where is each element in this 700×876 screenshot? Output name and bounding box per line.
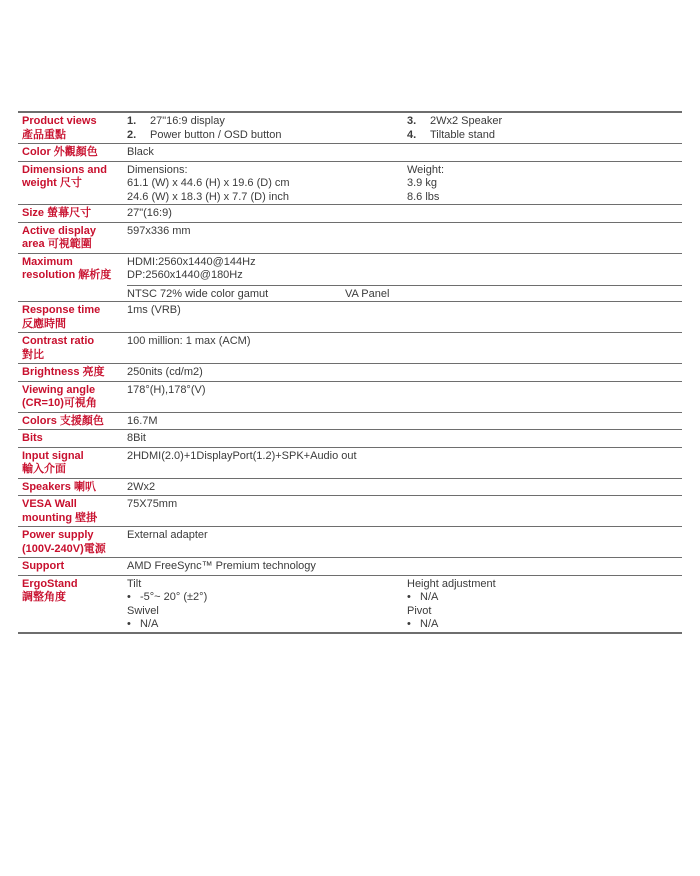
value-column	[127, 415, 682, 429]
row-label-input-signal	[18, 448, 127, 478]
spec-value-text: DP:2560x1440@180Hz	[127, 269, 243, 281]
spec-value-text: 61.1 (W) x 44.6 (H) x 19.6 (D) cm	[127, 177, 290, 189]
spec-value-text: Swivel	[127, 604, 159, 617]
item-number: 3.	[407, 115, 417, 127]
row-label-viewing-angle	[18, 382, 127, 412]
row-label-line: Power supply	[22, 529, 94, 541]
value-column	[127, 384, 682, 398]
spec-value-text: 2Wx2	[127, 480, 156, 493]
value-column	[127, 481, 682, 495]
row-value-bits	[127, 430, 682, 447]
row-label-vesa-wall-mounting	[18, 496, 127, 526]
row-label-line: Size 螢幕尺寸	[22, 207, 92, 219]
value-column	[127, 225, 682, 239]
row-value-input-signal	[127, 448, 682, 478]
row-label-line: Response time	[22, 304, 101, 316]
spec-value-text: 178°(H),178°(V)	[127, 383, 206, 396]
row-label-product-views	[18, 113, 127, 143]
value-subrow	[127, 285, 682, 302]
value-column	[127, 304, 682, 318]
numbered-item	[407, 129, 682, 143]
item-number: 1.	[127, 115, 137, 127]
row-label-line: Dimensions and	[22, 163, 107, 176]
row-label-ergostand	[18, 576, 127, 632]
bullet-item	[407, 618, 682, 632]
value-column	[127, 498, 682, 512]
row-label-line: Color 外觀顏色	[22, 146, 98, 158]
numbered-item	[127, 115, 407, 129]
spec-row-viewing-angle	[18, 382, 682, 413]
row-value-brightness	[127, 364, 682, 381]
row-label-brightness	[18, 364, 127, 381]
spec-row-speakers	[18, 479, 682, 497]
spec-value-text: HDMI:2560x1440@144Hz	[127, 255, 256, 268]
spec-row-color	[18, 144, 682, 162]
spec-value-text: 100 million: 1 max (ACM)	[127, 335, 251, 347]
subrow-left-text: NTSC 72% wide color gamut	[127, 287, 269, 300]
item-text: 2Wx2 Speaker	[430, 115, 503, 127]
row-label-line: area 可視範圍	[22, 238, 92, 250]
spec-row-size	[18, 205, 682, 223]
spec-value-text: Pivot	[407, 604, 432, 617]
row-label-line: Maximum	[22, 255, 73, 268]
spec-value-text: 250nits (cd/m2)	[127, 366, 203, 378]
row-label-line: Brightness 亮度	[22, 366, 105, 378]
row-label-line: mounting 壁掛	[22, 511, 98, 524]
row-label-line: resolution 解析度	[22, 269, 112, 281]
row-label-line: Bits	[22, 432, 43, 444]
spec-value-text: 1ms (VRB)	[127, 304, 181, 316]
row-value-product-views	[127, 113, 682, 143]
row-label-response-time	[18, 302, 127, 332]
value-column	[127, 207, 682, 221]
row-label-line: Active display	[22, 224, 96, 237]
spec-value-text: 16.7M	[127, 414, 158, 427]
value-column	[127, 366, 682, 380]
spec-row-bits	[18, 430, 682, 448]
item-text: N/A	[420, 618, 439, 630]
row-value-dimensions-and-weight	[127, 162, 682, 205]
spec-value-text: Black	[127, 146, 154, 158]
row-label-line: Contrast ratio	[22, 335, 95, 347]
spec-value-text: 2HDMI(2.0)+1DisplayPort(1.2)+SPK+Audio out	[127, 449, 357, 462]
spec-row-contrast-ratio	[18, 333, 682, 364]
row-label-line: Speakers 喇叭	[22, 480, 96, 493]
item-text: Tiltable stand	[430, 128, 496, 141]
value-column	[127, 256, 682, 283]
row-value-size	[127, 205, 682, 222]
value-column	[407, 115, 682, 142]
value-column	[127, 529, 682, 543]
value-column	[127, 432, 682, 446]
spec-value-text: 24.6 (W) x 18.3 (H) x 7.7 (D) inch	[127, 190, 289, 203]
row-label-maximum-resolution	[18, 254, 127, 302]
spec-row-product-views	[18, 113, 682, 144]
row-value-colors	[127, 413, 682, 430]
row-label-bits	[18, 430, 127, 447]
row-label-line: (CR=10)可視角	[22, 397, 97, 409]
spec-value-text: Dimensions:	[127, 163, 188, 176]
row-label-line: Support	[22, 560, 65, 572]
row-value-color	[127, 144, 682, 161]
row-value-maximum-resolution	[127, 254, 682, 302]
spec-value-text: 27"(16:9)	[127, 207, 172, 219]
item-number: 2.	[127, 128, 137, 141]
product-spec-sheet	[0, 111, 700, 634]
row-value-speakers	[127, 479, 682, 496]
spec-value-text: 8.6 lbs	[407, 190, 440, 203]
row-value-support	[127, 558, 682, 575]
spec-value-text: External adapter	[127, 529, 208, 541]
row-value-contrast-ratio	[127, 333, 682, 363]
value-column	[407, 164, 682, 205]
row-value-response-time	[127, 302, 682, 332]
bullet-icon: •	[127, 618, 131, 630]
spec-row-brightness	[18, 364, 682, 382]
spec-row-power-supply	[18, 527, 682, 558]
row-label-line: 反應時間	[22, 317, 66, 330]
bullet-icon: •	[407, 591, 411, 603]
spec-value-text: 3.9 kg	[407, 177, 437, 189]
spec-value-text: Weight:	[407, 163, 445, 176]
row-label-contrast-ratio	[18, 333, 127, 363]
value-column	[127, 335, 682, 349]
numbered-item	[127, 129, 407, 143]
row-label-speakers	[18, 479, 127, 496]
row-label-line: weight 尺寸	[22, 177, 82, 189]
row-value-power-supply	[127, 527, 682, 557]
item-text: N/A	[420, 591, 439, 603]
spec-row-maximum-resolution	[18, 254, 682, 303]
row-value-viewing-angle	[127, 382, 682, 412]
row-label-line: ErgoStand	[22, 577, 78, 590]
numbered-item	[407, 115, 682, 129]
row-value-ergostand	[127, 576, 682, 632]
bullet-icon: •	[127, 591, 131, 603]
bullet-item	[407, 591, 682, 605]
spec-value-text: 75X75mm	[127, 498, 178, 510]
row-label-line: 調整角度	[22, 591, 66, 603]
value-column	[127, 578, 407, 632]
row-label-colors	[18, 413, 127, 430]
spec-value-text: 8Bit	[127, 432, 146, 444]
value-column	[407, 578, 682, 632]
spec-value-text: Tilt	[127, 577, 142, 590]
row-label-support	[18, 558, 127, 575]
spec-value-text: 597x336 mm	[127, 224, 191, 237]
row-label-line: VESA Wall	[22, 498, 77, 510]
spec-row-vesa-wall-mounting	[18, 496, 682, 527]
value-column	[127, 450, 682, 464]
spec-row-dimensions-and-weight	[18, 162, 682, 206]
row-label-line: Product views	[22, 115, 97, 127]
row-label-line: 對比	[22, 348, 44, 361]
row-value-vesa-wall-mounting	[127, 496, 682, 526]
spec-value-text: Height adjustment	[407, 577, 496, 590]
value-column	[127, 560, 682, 574]
item-text: N/A	[140, 618, 159, 630]
spec-row-colors	[18, 413, 682, 431]
spec-value-text: AMD FreeSync™ Premium technology	[127, 560, 316, 572]
value-column	[127, 164, 407, 205]
item-text: Power button / OSD button	[150, 128, 282, 141]
spec-row-input-signal	[18, 448, 682, 479]
row-label-power-supply	[18, 527, 127, 557]
spec-row-support	[18, 558, 682, 576]
subrow-right-text: VA Panel	[345, 287, 390, 300]
row-label-line: Colors 支援顏色	[22, 414, 104, 427]
row-label-line: (100V-240V)電源	[22, 542, 106, 555]
item-number: 4.	[407, 128, 417, 141]
row-label-dimensions-and-weight	[18, 162, 127, 205]
value-column	[127, 115, 407, 142]
value-column	[127, 146, 682, 160]
bullet-icon: •	[407, 618, 411, 630]
row-value-active-display-area	[127, 223, 682, 253]
spec-table	[18, 111, 682, 634]
row-label-line: 產品重點	[22, 128, 66, 141]
bullet-item	[127, 618, 407, 632]
row-label-size	[18, 205, 127, 222]
row-label-line: Input signal	[22, 449, 84, 462]
row-label-active-display-area	[18, 223, 127, 253]
bullet-item	[127, 591, 407, 605]
row-label-color	[18, 144, 127, 161]
spec-row-active-display-area	[18, 223, 682, 254]
spec-row-response-time	[18, 302, 682, 333]
item-text: -5°~ 20° (±2°)	[140, 591, 208, 603]
row-label-line: 輸入介面	[22, 463, 66, 475]
item-text: 27"16:9 display	[150, 115, 225, 127]
spec-row-ergostand	[18, 576, 682, 632]
row-label-line: Viewing angle	[22, 383, 96, 396]
